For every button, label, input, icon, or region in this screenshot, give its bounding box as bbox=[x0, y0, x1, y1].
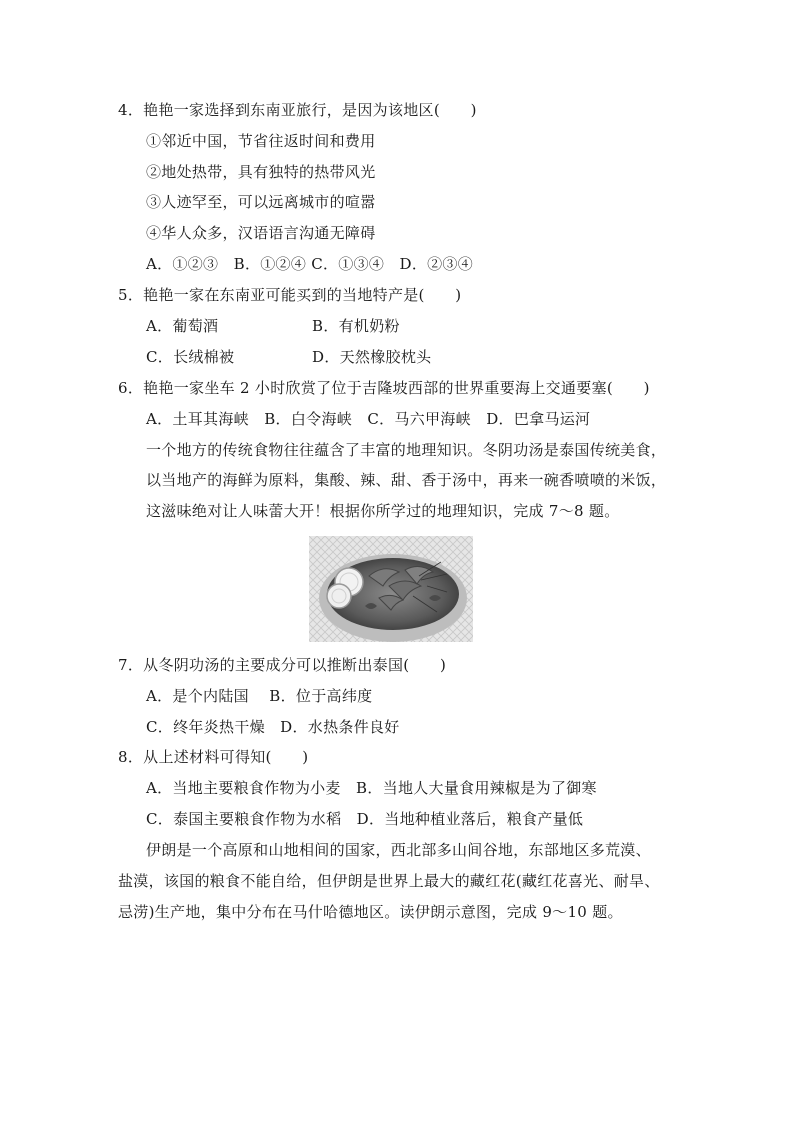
question-8-stem: 8．从上述材料可得知( ) bbox=[118, 748, 309, 766]
question-4-item-2: ②地处热带，具有独特的热带风光 bbox=[146, 163, 376, 181]
question-8-options-row-1: A．当地主要粮食作物为小麦 B．当地人大量食用辣椒是为了御寒 bbox=[146, 779, 597, 797]
passage-1-line-1: 一个地方的传统食物往往蕴含了丰富的地理知识。冬阴功汤是泰国传统美食， bbox=[146, 441, 667, 459]
tom-yum-soup-photo bbox=[309, 536, 473, 642]
question-7-options-row-2: C．终年炎热干燥 D．水热条件良好 bbox=[146, 718, 400, 736]
question-4-stem: 4．艳艳一家选择到东南亚旅行，是因为该地区( ) bbox=[118, 101, 477, 119]
passage-2-line-3: 忌涝)生产地，集中分布在马什哈德地区。读伊朗示意图，完成 9～10 题。 bbox=[118, 903, 623, 921]
question-5-option-d: D．天然橡胶枕头 bbox=[312, 348, 432, 366]
question-7-options-row-1: A．是个内陆国 B．位于高纬度 bbox=[146, 687, 373, 705]
passage-1-line-2: 以当地产的海鲜为原料，集酸、辣、甜、香于汤中，再来一碗香喷喷的米饭， bbox=[146, 471, 667, 489]
question-6-options: A．土耳其海峡 B．白令海峡 C．马六甲海峡 D．巴拿马运河 bbox=[146, 410, 591, 428]
passage-2-line-2: 盐漠，该国的粮食不能自给，但伊朗是世界上最大的藏红花(藏红花喜光、耐旱、 bbox=[118, 872, 660, 890]
question-4-item-3: ③人迹罕至，可以远离城市的喧嚣 bbox=[146, 193, 376, 211]
lemon-slice-2 bbox=[327, 584, 351, 608]
question-6-stem: 6．艳艳一家坐车 2 小时欣赏了位于吉隆坡西部的世界重要海上交通要塞( ) bbox=[118, 379, 650, 397]
question-4-options: A．①②③ B．①②④ C．①③④ D．②③④ bbox=[146, 255, 474, 273]
question-5-option-b: B．有机奶粉 bbox=[312, 317, 400, 335]
question-5-stem: 5．艳艳一家在东南亚可能买到的当地特产是( ) bbox=[118, 286, 462, 304]
question-5-option-c: C．长绒棉被 bbox=[146, 348, 235, 366]
question-7-stem: 7．从冬阴功汤的主要成分可以推断出泰国( ) bbox=[118, 656, 447, 674]
question-5-option-a: A．葡萄酒 bbox=[146, 317, 219, 335]
question-4-item-1: ①邻近中国，节省往返时间和费用 bbox=[146, 132, 376, 150]
passage-2-line-1: 伊朗是一个高原和山地相间的国家，西北部多山间谷地，东部地区多荒漠、 bbox=[146, 841, 651, 859]
question-8-options-row-2: C．泰国主要粮食作物为水稻 D．当地种植业落后，粮食产量低 bbox=[146, 810, 584, 828]
passage-1-line-3: 这滋味绝对让人味蕾大开！根据你所学过的地理知识，完成 7～8 题。 bbox=[146, 502, 620, 520]
question-4-item-4: ④华人众多，汉语语言沟通无障碍 bbox=[146, 224, 376, 242]
